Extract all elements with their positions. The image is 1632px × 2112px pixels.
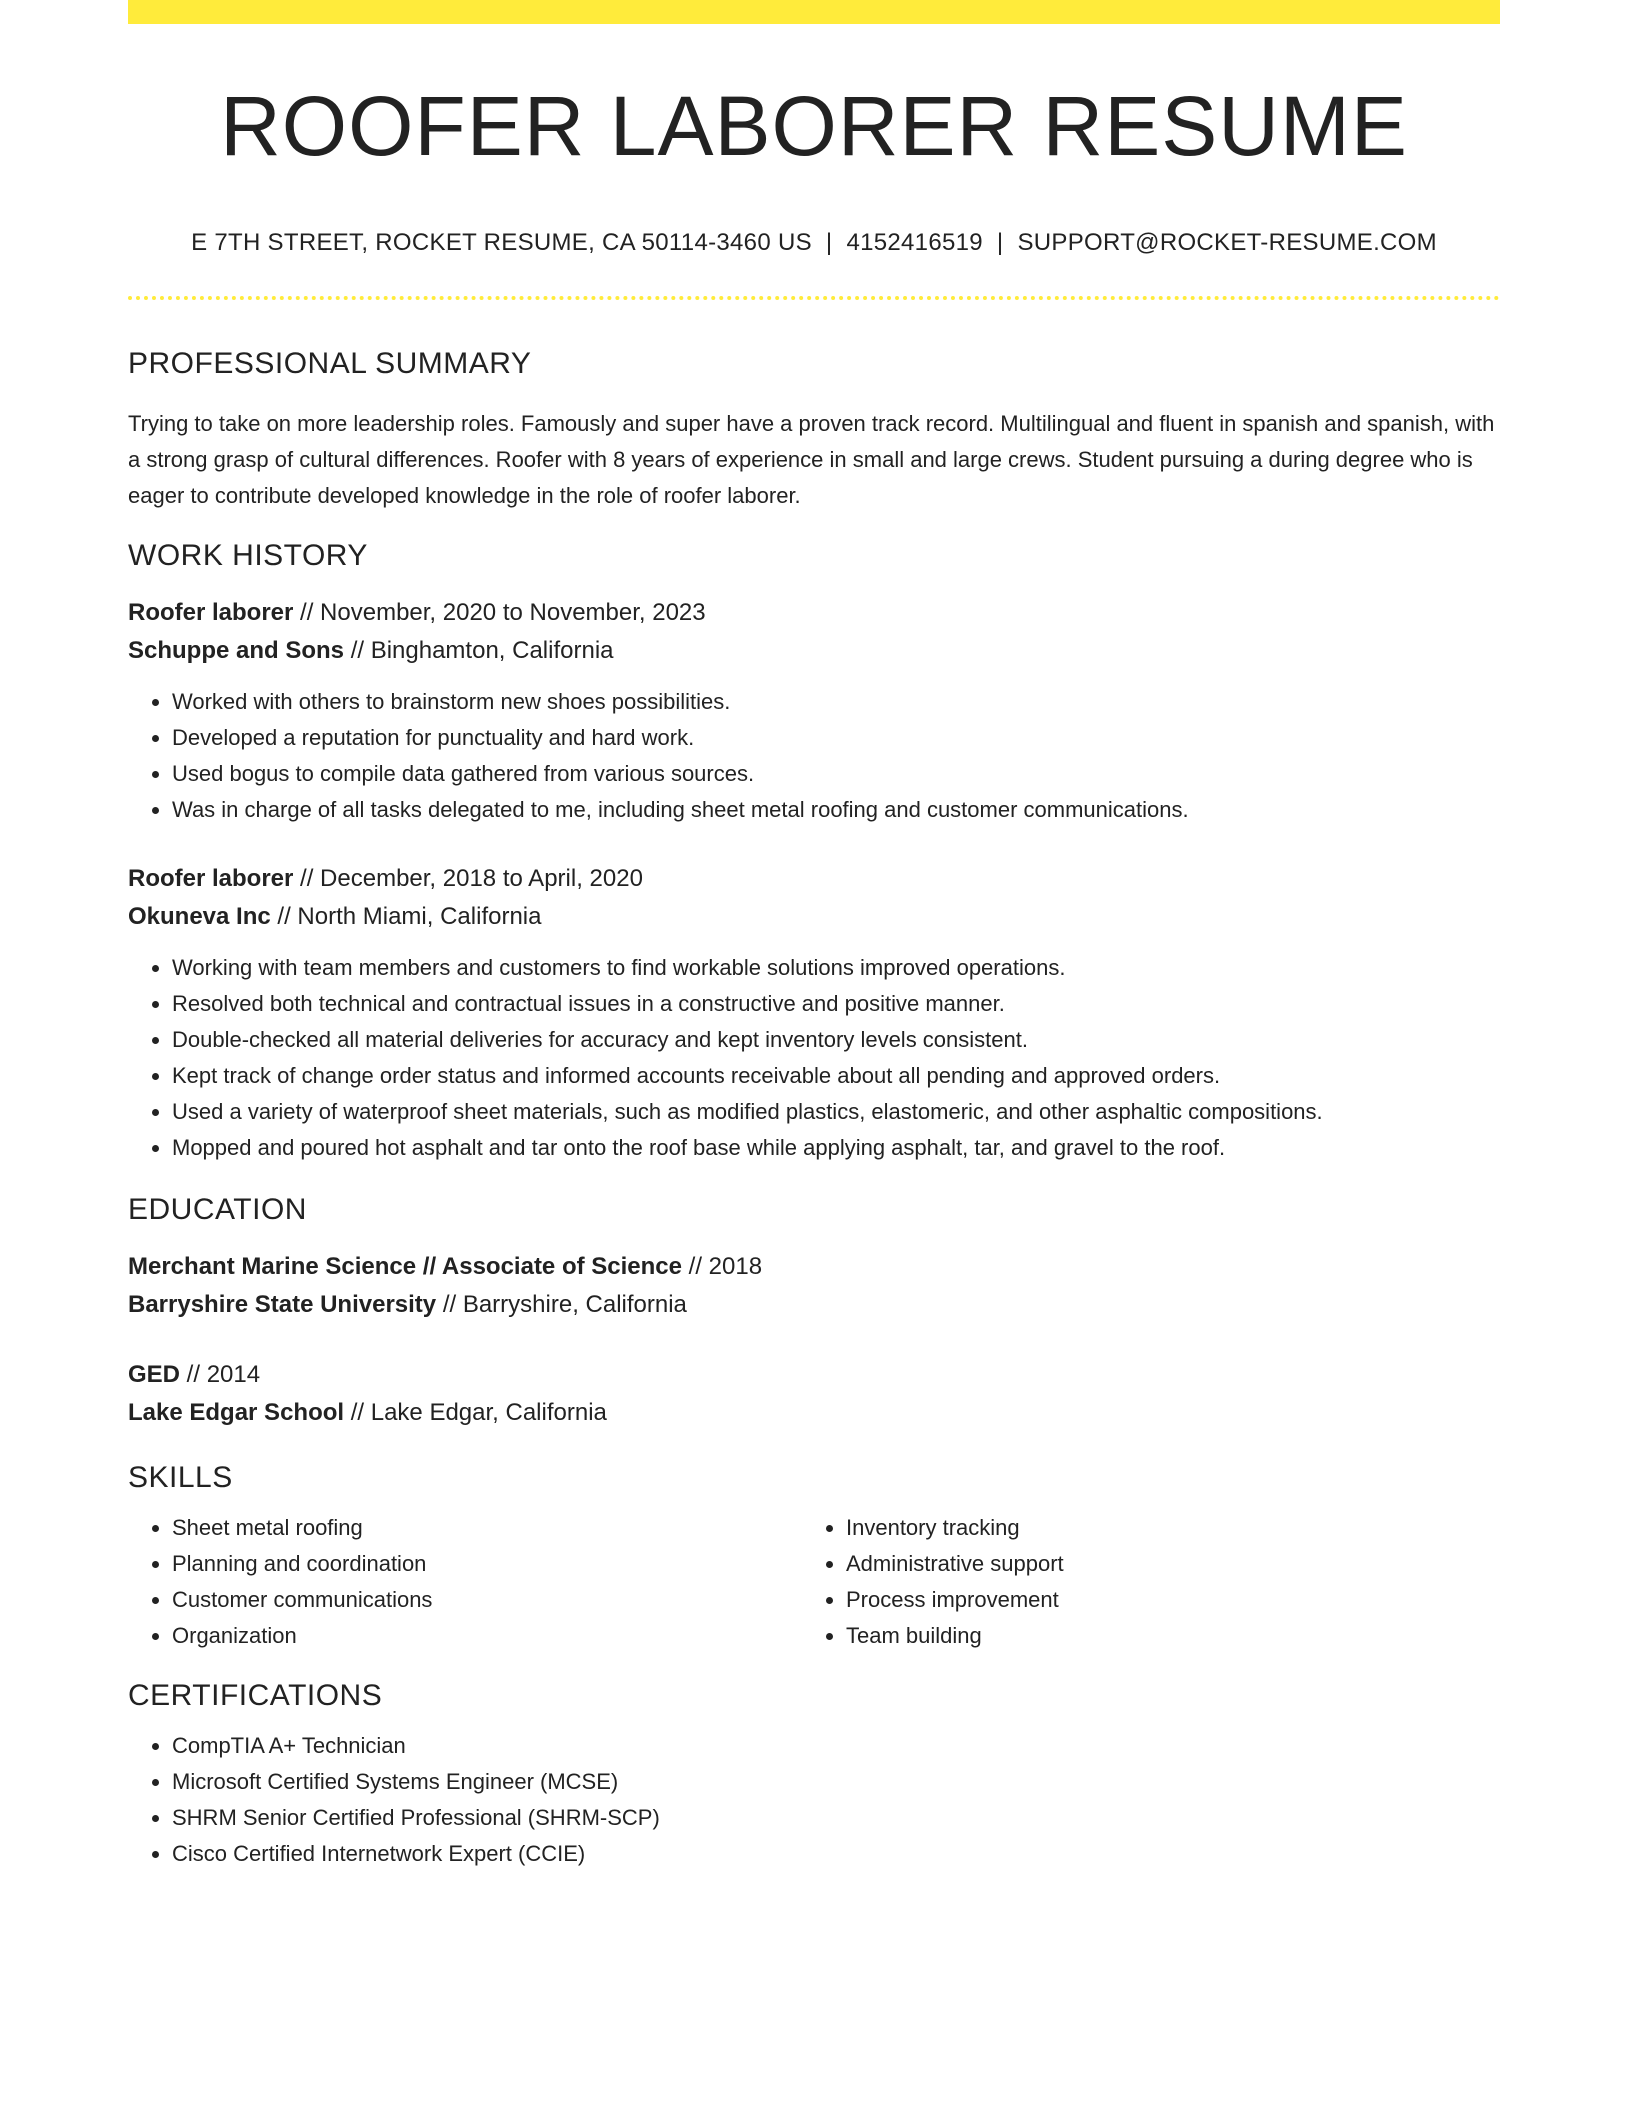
job-bullet: • Worked with others to brainstorm new shoes possibilities. xyxy=(172,684,1500,720)
skills-columns xyxy=(128,1510,1500,1654)
education-year: // 2018 xyxy=(682,1253,763,1280)
skill-item: • Inventory tracking xyxy=(846,1510,1476,1546)
job-bullet: • Working with team members and customers to find workable solutions improved operations. xyxy=(172,950,1500,986)
resume-page xyxy=(128,0,1500,1872)
skills-list-right xyxy=(802,1510,1476,1654)
skill-item: • Organization xyxy=(172,1618,802,1654)
job-company-line xyxy=(128,632,1500,670)
job-bullet: • Kept track of change order status and informed accounts receivable about all pending and approved orders. xyxy=(172,1058,1500,1094)
job-bullet: • Was in charge of all tasks delegated to me, including sheet metal roofing and customer communications. xyxy=(172,792,1500,828)
accent-bar xyxy=(128,0,1500,24)
education-degree: GED xyxy=(128,1361,181,1388)
job-title-line xyxy=(128,860,1500,898)
education-entry xyxy=(128,1248,1500,1324)
dotted-divider xyxy=(128,296,1500,300)
job-bullets xyxy=(128,684,1500,828)
contact-separator: | xyxy=(996,229,1004,256)
skill-item: • Team building xyxy=(846,1618,1476,1654)
education-school-line xyxy=(128,1286,1500,1324)
section-title-certifications: CERTIFICATIONS xyxy=(128,1679,383,1712)
education-school-line xyxy=(128,1394,1500,1432)
certifications-list xyxy=(128,1728,1500,1872)
job-company: Okuneva Inc xyxy=(128,903,271,930)
job-bullet: • Mopped and poured hot asphalt and tar onto the roof base while applying asphalt, tar, and gravel to the roof. xyxy=(172,1130,1500,1166)
job-title: Roofer laborer xyxy=(128,865,294,892)
education-location: // Barryshire, California xyxy=(436,1291,687,1318)
resume-title: ROOFER LABORER RESUME xyxy=(220,79,1408,173)
certification-item: • SHRM Senior Certified Professional (SHRM-SCP) xyxy=(172,1800,1500,1836)
summary-text: Trying to take on more leadership roles. Famously and super have a proven track record. Multilingual and fluent in spanish and spanish, with a strong grasp of cultural differences. Roofer with 8 years of experience in small and large crews. Student pursuing a during degree who is eager to contribute developed knowledge in the role of roofer laborer. xyxy=(128,411,1495,508)
education-entry xyxy=(128,1356,1500,1432)
job-dates: // December, 2018 to April, 2020 xyxy=(293,865,643,892)
contact-address: E 7TH STREET, ROCKET RESUME, CA 50114-3460 US xyxy=(191,229,812,256)
section-title-skills: SKILLS xyxy=(128,1461,233,1494)
job-company-line xyxy=(128,898,1500,936)
education-degree-line xyxy=(128,1248,1500,1286)
job-bullet: • Double-checked all material deliveries for accuracy and kept inventory levels consistent. xyxy=(172,1022,1500,1058)
skill-item: • Customer communications xyxy=(172,1582,802,1618)
education-degree-line xyxy=(128,1356,1500,1394)
job-bullet: • Used a variety of waterproof sheet materials, such as modified plastics, elastomeric, and other asphaltic compositions. xyxy=(172,1094,1500,1130)
job-bullet: • Resolved both technical and contractual issues in a constructive and positive manner. xyxy=(172,986,1500,1022)
certification-item: • CompTIA A+ Technician xyxy=(172,1728,1500,1764)
section-title-summary: PROFESSIONAL SUMMARY xyxy=(128,347,532,380)
job-dates: // November, 2020 to November, 2023 xyxy=(293,599,706,626)
certification-item: • Microsoft Certified Systems Engineer (MCSE) xyxy=(172,1764,1500,1800)
education-school: Lake Edgar School xyxy=(128,1399,345,1426)
contact-line xyxy=(128,228,1500,258)
skill-item: • Administrative support xyxy=(846,1546,1476,1582)
skill-item: • Planning and coordination xyxy=(172,1546,802,1582)
education-location: // Lake Edgar, California xyxy=(344,1399,607,1426)
skill-item: • Sheet metal roofing xyxy=(172,1510,802,1546)
skills-list-left xyxy=(128,1510,802,1654)
job-bullets xyxy=(128,950,1500,1166)
contact-email[interactable]: SUPPORT@ROCKET-RESUME.COM xyxy=(1017,229,1437,256)
education-year: // 2014 xyxy=(180,1361,261,1388)
job-location: // North Miami, California xyxy=(270,903,542,930)
section-title-education: EDUCATION xyxy=(128,1193,307,1226)
job-company: Schuppe and Sons xyxy=(128,637,345,664)
job-entry xyxy=(128,594,1500,828)
section-title-work-history: WORK HISTORY xyxy=(128,539,368,572)
education-degree: Merchant Marine Science // Associate of Science xyxy=(128,1253,682,1280)
job-entry xyxy=(128,860,1500,1166)
job-title-line xyxy=(128,594,1500,632)
certification-item: • Cisco Certified Internetwork Expert (CCIE) xyxy=(172,1836,1500,1872)
contact-separator: | xyxy=(825,229,833,256)
job-title: Roofer laborer xyxy=(128,599,294,626)
job-bullet: • Developed a reputation for punctuality and hard work. xyxy=(172,720,1500,756)
job-bullet: • Used bogus to compile data gathered from various sources. xyxy=(172,756,1500,792)
skill-item: • Process improvement xyxy=(846,1582,1476,1618)
contact-phone[interactable]: 4152416519 xyxy=(846,229,983,256)
education-school: Barryshire State University xyxy=(128,1291,437,1318)
job-location: // Binghamton, California xyxy=(344,637,614,664)
